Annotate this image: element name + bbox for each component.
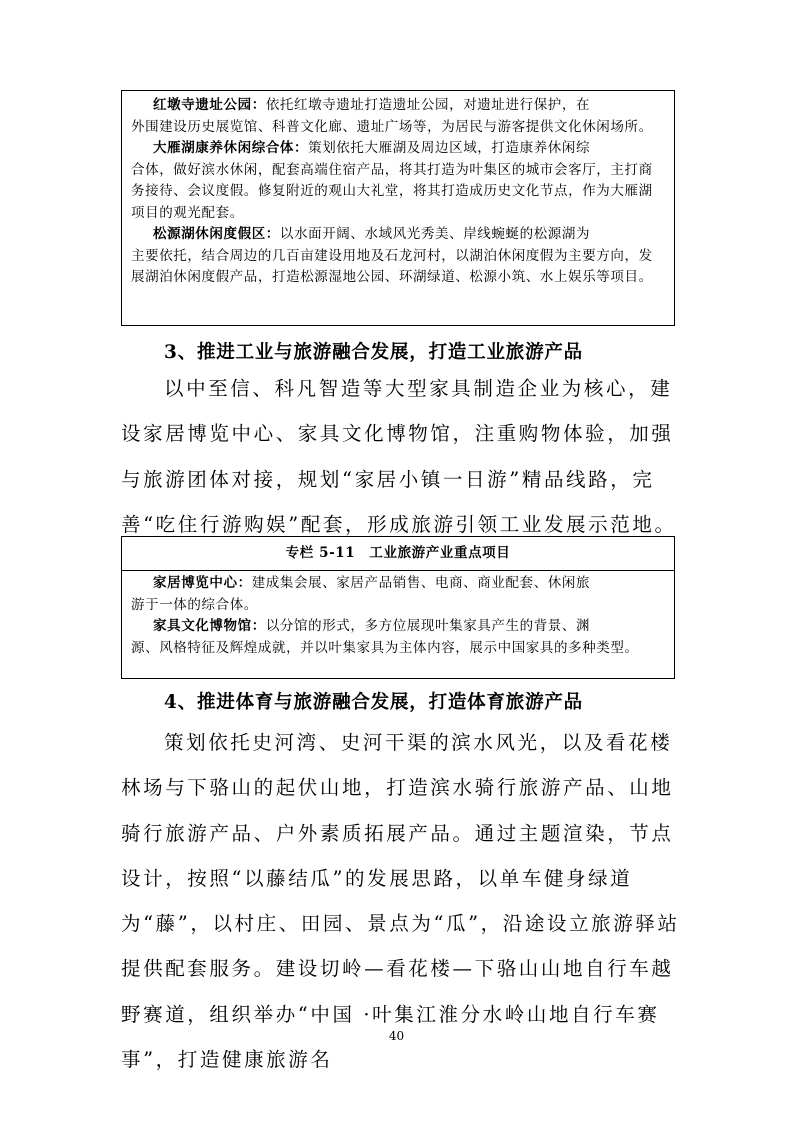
box-item (153, 616, 666, 638)
body-paragraph-3: 以中至信、科凡智造等大型家具制造企业为核心，建设家居博览中心、家具文化博物馆，注重购物体验，加强与旅游团体对接，规划“家居小镇一日游”精品线路，完善“吃住行游购娱”配套，形成旅游引领工业发展示范地。 (121, 377, 677, 536)
box-item-continuation: 合体，做好滨水休闲，配套高端住宿产品，将其打造为叶集区的城市会客厅，主打商务接待、会议度假。修复附近的观山大礼堂，将其打造成历史文化节点，作为大雁湖项目的观光配套。 (131, 161, 653, 221)
project-box-tourism-sites (121, 90, 675, 326)
item-text: 策划依托大雁湖及周边区域，打造康养休闲综 (308, 140, 591, 156)
section-heading-4: 4、推进体育与旅游融合发展，打造体育旅游产品 (164, 692, 583, 713)
page-number: 40 (388, 1029, 405, 1043)
item-text: 依托红墩寺遗址打造遗址公园，对遗址进行保护，在 (265, 97, 591, 113)
box-title: 专栏 5-11 工业旅游产业重点项目 (122, 537, 674, 571)
item-label: 松源湖休闲度假区： (153, 226, 280, 242)
box-item-continuation: 外围建设历史展览馆、科普文化廊、遗址广场等，为居民与游客提供文化休闲场所。 (131, 118, 653, 135)
box-item (153, 224, 666, 246)
section-heading-3: 3、推进工业与旅游融合发展，打造工业旅游产品 (164, 342, 583, 363)
box-item (153, 573, 666, 595)
item-label: 红墩寺遗址公园： (153, 97, 266, 113)
item-text: 建成集会展、家居产品销售、电商、商业配套、休闲旅 (251, 575, 591, 591)
box-body (122, 571, 674, 659)
item-label: 大雁湖康养休闲综合体： (153, 140, 309, 156)
box-item (153, 138, 666, 160)
box-item (153, 95, 666, 117)
item-text: 以分馆的形式，多方位展现叶集家具产生的背景、渊 (265, 618, 591, 634)
item-label: 家具文化博物馆： (153, 618, 266, 634)
item-text: 以水面开阔、水域风光秀美、岸线蜿蜒的松源湖为 (279, 226, 591, 242)
item-label: 家居博览中心： (153, 575, 252, 591)
project-box-industrial-tourism (121, 536, 675, 679)
box-item-continuation: 主要依托，结合周边的几百亩建设用地及石龙河村，以湖泊休闲度假为主要方向，发展湖泊休闲度假产品，打造松源湿地公园、环湖绿道、松源小筑、水上娱乐等项目。 (131, 247, 653, 285)
body-paragraph-4: 策划依托史河湾、史河干渠的滨水风光，以及看花楼林场与下骆山的起伏山地，打造滨水骑行旅游产品、山地骑行旅游产品、户外素质拓展产品。通过主题渲染，节点设计，按照“以藤结瓜”的发展思路，以单车健身绿道为“藤”，以村庄、田园、景点为“瓜”，沿途设立旅游驿站提供配套服务。建设切岭—看花楼—下骆山山地自行车越野赛道，组织举办“中国 ·叶集江淮分水岭山地自行车赛事”，打造健康旅游名 (121, 731, 680, 1072)
box-item-continuation: 源、风格特征及辉煌成就，并以叶集家具为主体内容，展示中国家具的多种类型。 (131, 639, 639, 656)
box-item-continuation: 游于一体的综合体。 (131, 596, 258, 613)
